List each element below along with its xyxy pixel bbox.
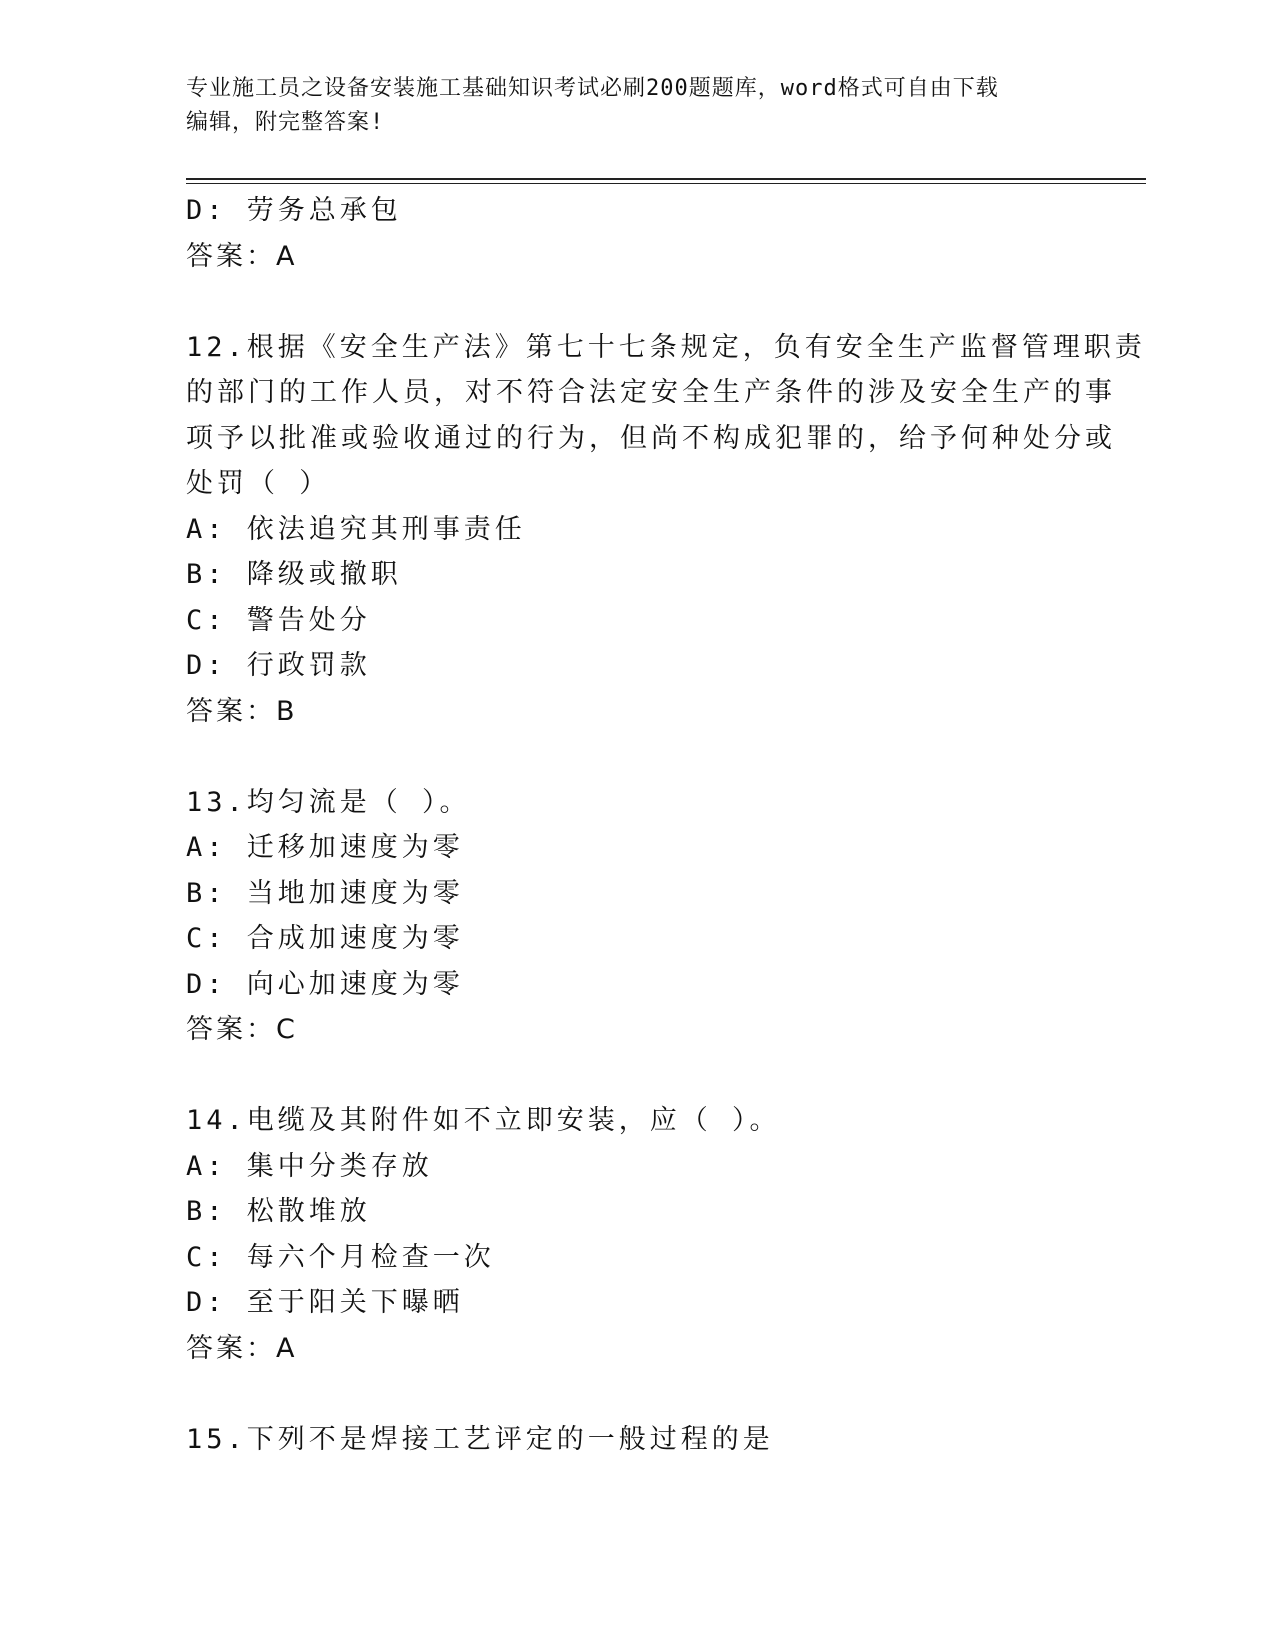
spacer bbox=[186, 734, 1086, 780]
option-d: D: 行政罚款 bbox=[186, 650, 371, 681]
option-d: D: 向心加速度为零 bbox=[186, 968, 464, 1000]
answer: 答案：B bbox=[186, 695, 298, 727]
question-12 bbox=[186, 325, 1146, 735]
prev-answer: 答案：A bbox=[186, 240, 298, 272]
spacer bbox=[186, 1371, 1086, 1417]
header-rule-thin bbox=[186, 183, 1146, 184]
question-15 bbox=[186, 1417, 1086, 1463]
prev-option-d: D: 劳务总承包 bbox=[186, 195, 402, 226]
option-b: B: 降级或撤职 bbox=[186, 559, 402, 590]
option-b: B: 当地加速度为零 bbox=[186, 877, 464, 909]
question-stem-line: 的部门的工作人员，对不符合法定安全生产条件的涉及安全生产的事 bbox=[186, 377, 1116, 408]
option-a: A: 迁移加速度为零 bbox=[186, 832, 464, 863]
option-a: A: 依法追究其刑事责任 bbox=[186, 513, 526, 545]
option-b: B: 松散堆放 bbox=[186, 1196, 371, 1227]
question-14 bbox=[186, 1098, 1086, 1371]
option-a: A: 集中分类存放 bbox=[186, 1150, 433, 1182]
header-line-1: 专业施工员之设备安装施工基础知识考试必刷200题题库，word格式可自由下载 bbox=[186, 76, 999, 101]
question-13 bbox=[186, 780, 1086, 1053]
question-stem-line: 13.均匀流是（ ）。 bbox=[186, 786, 471, 818]
spacer bbox=[186, 279, 1086, 325]
option-c: C: 警告处分 bbox=[186, 604, 371, 636]
question-stem-line: 15.下列不是焊接工艺评定的一般过程的是 bbox=[186, 1423, 774, 1455]
option-d: D: 至于阳关下曝晒 bbox=[186, 1287, 464, 1318]
question-stem-line: 处罚（ ） bbox=[186, 468, 331, 499]
page-header bbox=[186, 72, 1086, 140]
question-stem-line: 项予以批准或验收通过的行为，但尚不构成犯罪的，给予何种处分或 bbox=[186, 422, 1116, 454]
question-stem-line: 14.电缆及其附件如不立即安装，应（ ）。 bbox=[186, 1105, 781, 1136]
answer: 答案：C bbox=[186, 1014, 298, 1045]
question-content bbox=[186, 188, 1146, 1462]
question-stem-line: 12.根据《安全生产法》第七十七条规定，负有安全生产监督管理职责 bbox=[186, 331, 1146, 363]
answer: 答案：A bbox=[186, 1332, 298, 1364]
header-rule-thick bbox=[186, 178, 1146, 180]
header-line-2: 编辑，附完整答案! bbox=[186, 110, 385, 135]
option-c: C: 合成加速度为零 bbox=[186, 923, 464, 954]
option-c: C: 每六个月检查一次 bbox=[186, 1241, 495, 1273]
spacer bbox=[186, 1053, 1086, 1099]
